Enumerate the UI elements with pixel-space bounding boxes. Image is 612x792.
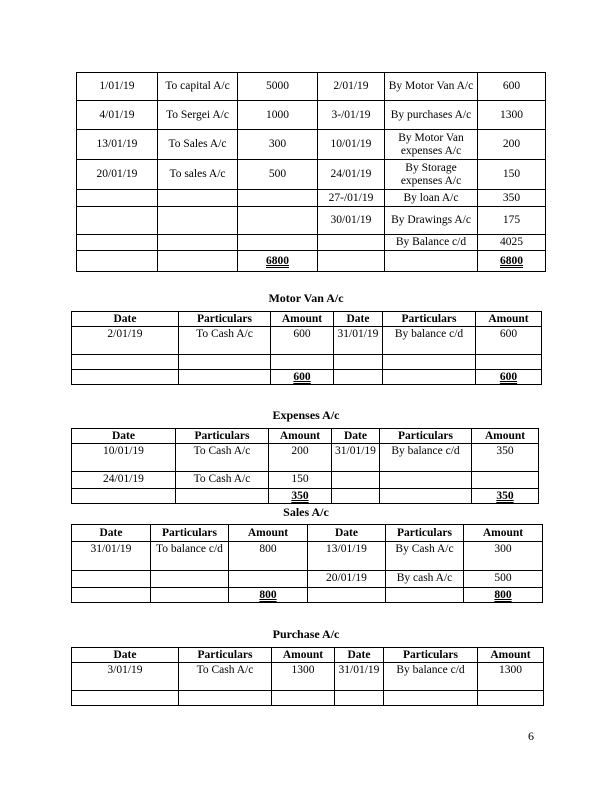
date-cell: 20/01/19 [77, 160, 158, 190]
header-particulars: Particulars [176, 429, 269, 444]
sales-title: Sales A/c [283, 505, 329, 519]
particulars-cell: To Cash A/c [179, 327, 271, 355]
total-left: 600 [271, 370, 334, 385]
table-row [77, 101, 546, 130]
amount-cell: 350 [472, 444, 539, 472]
amount-cell: 350 [478, 190, 546, 207]
header-date: Date [72, 312, 179, 327]
date-cell: 3-/01/19 [318, 101, 385, 130]
particulars-cell: To Cash A/c [176, 472, 269, 489]
particulars-cell: By Cash A/c [386, 542, 464, 571]
header-amount: Amount [476, 312, 542, 327]
header-date: Date [72, 648, 179, 663]
amount-cell: 1300 [478, 663, 544, 691]
header-particulars: Particulars [151, 525, 229, 542]
amount-cell: 200 [269, 444, 332, 472]
date-cell: 30/01/19 [318, 207, 385, 235]
table-row [77, 160, 546, 190]
particulars-cell: By Motor Van expenses A/c [385, 130, 478, 160]
header-date: Date [332, 429, 380, 444]
amount-cell: 175 [478, 207, 546, 235]
particulars-cell: To Cash A/c [176, 444, 269, 472]
total-left: 350 [269, 489, 332, 504]
amount-cell [238, 190, 318, 207]
header-date: Date [334, 312, 383, 327]
date-cell: 24/01/19 [318, 160, 385, 190]
particulars-cell: By Drawings A/c [385, 207, 478, 235]
total-row [72, 489, 539, 504]
particulars-cell: By Motor Van A/c [385, 73, 478, 101]
date-cell: 4/01/19 [77, 101, 158, 130]
header-amount: Amount [271, 312, 334, 327]
particulars-cell: By balance c/d [384, 663, 478, 691]
particulars-cell: By Storage expenses A/c [385, 160, 478, 190]
table-row [77, 235, 546, 251]
cash-account-table [76, 72, 546, 272]
date-cell: 31/01/19 [332, 444, 380, 472]
total-right: 600 [476, 370, 542, 385]
header-row [72, 312, 542, 327]
amount-cell: 300 [464, 542, 543, 571]
particulars-cell: By purchases A/c [385, 101, 478, 130]
header-row [72, 429, 539, 444]
table-row [72, 472, 539, 489]
amount-cell: 300 [238, 130, 318, 160]
sales-ledger [71, 524, 543, 603]
particulars-cell [158, 235, 238, 251]
amount-cell: 1000 [238, 101, 318, 130]
amount-cell: 600 [476, 327, 542, 355]
amount-cell: 600 [478, 73, 546, 101]
motor-van-ledger [71, 311, 542, 385]
particulars-cell: By Balance c/d [385, 235, 478, 251]
date-cell: 13/01/19 [308, 542, 386, 571]
table-row [72, 542, 543, 571]
table-row [72, 444, 539, 472]
date-cell: 31/01/19 [72, 542, 151, 571]
header-particulars: Particulars [179, 312, 271, 327]
total-right: 6800 [478, 251, 546, 272]
particulars-cell: To Cash A/c [179, 663, 272, 691]
total-right: 350 [472, 489, 539, 504]
table-row [72, 355, 542, 370]
date-cell: 27-/01/19 [318, 190, 385, 207]
total-row [72, 370, 542, 385]
date-cell: 1/01/19 [77, 73, 158, 101]
header-row [72, 648, 544, 663]
table-row [72, 571, 543, 588]
total-row [72, 588, 543, 603]
purchase-ledger [71, 647, 544, 706]
table-row [77, 73, 546, 101]
header-amount: Amount [269, 429, 332, 444]
date-cell [77, 190, 158, 207]
motor-van-title: Motor Van A/c [268, 291, 344, 305]
header-amount: Amount [478, 648, 544, 663]
header-date: Date [335, 648, 384, 663]
header-amount: Amount [472, 429, 539, 444]
table-row [77, 190, 546, 207]
header-amount: Amount [272, 648, 335, 663]
date-cell: 3/01/19 [72, 663, 179, 691]
header-date: Date [72, 525, 151, 542]
particulars-cell: To sales A/c [158, 160, 238, 190]
date-cell: 2/01/19 [318, 73, 385, 101]
amount-cell: 800 [229, 542, 308, 571]
particulars-cell: By balance c/d [380, 444, 472, 472]
amount-cell: 5000 [238, 73, 318, 101]
amount-cell: 1300 [478, 101, 546, 130]
amount-cell: 500 [238, 160, 318, 190]
total-right: 800 [464, 588, 543, 603]
amount-cell: 1300 [272, 663, 335, 691]
date-cell: 31/01/19 [334, 327, 383, 355]
particulars-cell: By loan A/c [385, 190, 478, 207]
particulars-cell [158, 190, 238, 207]
particulars-cell: By cash A/c [386, 571, 464, 588]
amount-cell [238, 207, 318, 235]
particulars-cell: By balance c/d [383, 327, 476, 355]
particulars-cell: To balance c/d [151, 542, 229, 571]
header-particulars: Particulars [384, 648, 478, 663]
table-row [72, 691, 544, 706]
amount-cell: 150 [478, 160, 546, 190]
total-row [77, 251, 546, 272]
date-cell: 13/01/19 [77, 130, 158, 160]
total-left: 800 [229, 588, 308, 603]
header-particulars: Particulars [380, 429, 472, 444]
header-particulars: Particulars [386, 525, 464, 542]
header-amount: Amount [229, 525, 308, 542]
amount-cell [238, 235, 318, 251]
date-cell: 10/01/19 [72, 444, 176, 472]
particulars-cell: To Sales A/c [158, 130, 238, 160]
expenses-ledger [71, 428, 539, 504]
date-cell: 20/01/19 [308, 571, 386, 588]
amount-cell: 4025 [478, 235, 546, 251]
particulars-cell [158, 207, 238, 235]
table-row [77, 207, 546, 235]
header-amount: Amount [464, 525, 543, 542]
date-cell [318, 235, 385, 251]
date-cell: 24/01/19 [72, 472, 176, 489]
particulars-cell: To Sergei A/c [158, 101, 238, 130]
total-left: 6800 [238, 251, 318, 272]
date-cell: 2/01/19 [72, 327, 179, 355]
date-cell: 31/01/19 [335, 663, 384, 691]
header-date: Date [72, 429, 176, 444]
header-date: Date [308, 525, 386, 542]
header-row [72, 525, 543, 542]
amount-cell: 600 [271, 327, 334, 355]
header-particulars: Particulars [179, 648, 272, 663]
particulars-cell: To capital A/c [158, 73, 238, 101]
date-cell [77, 207, 158, 235]
table-row [72, 663, 544, 691]
header-particulars: Particulars [383, 312, 476, 327]
date-cell: 10/01/19 [318, 130, 385, 160]
table-row [72, 327, 542, 355]
expenses-title: Expenses A/c [272, 408, 340, 422]
amount-cell: 500 [464, 571, 543, 588]
amount-cell: 200 [478, 130, 546, 160]
amount-cell: 150 [269, 472, 332, 489]
purchase-title: Purchase A/c [272, 627, 340, 641]
table-row [77, 130, 546, 160]
page-number: 6 [528, 729, 534, 743]
date-cell [77, 235, 158, 251]
